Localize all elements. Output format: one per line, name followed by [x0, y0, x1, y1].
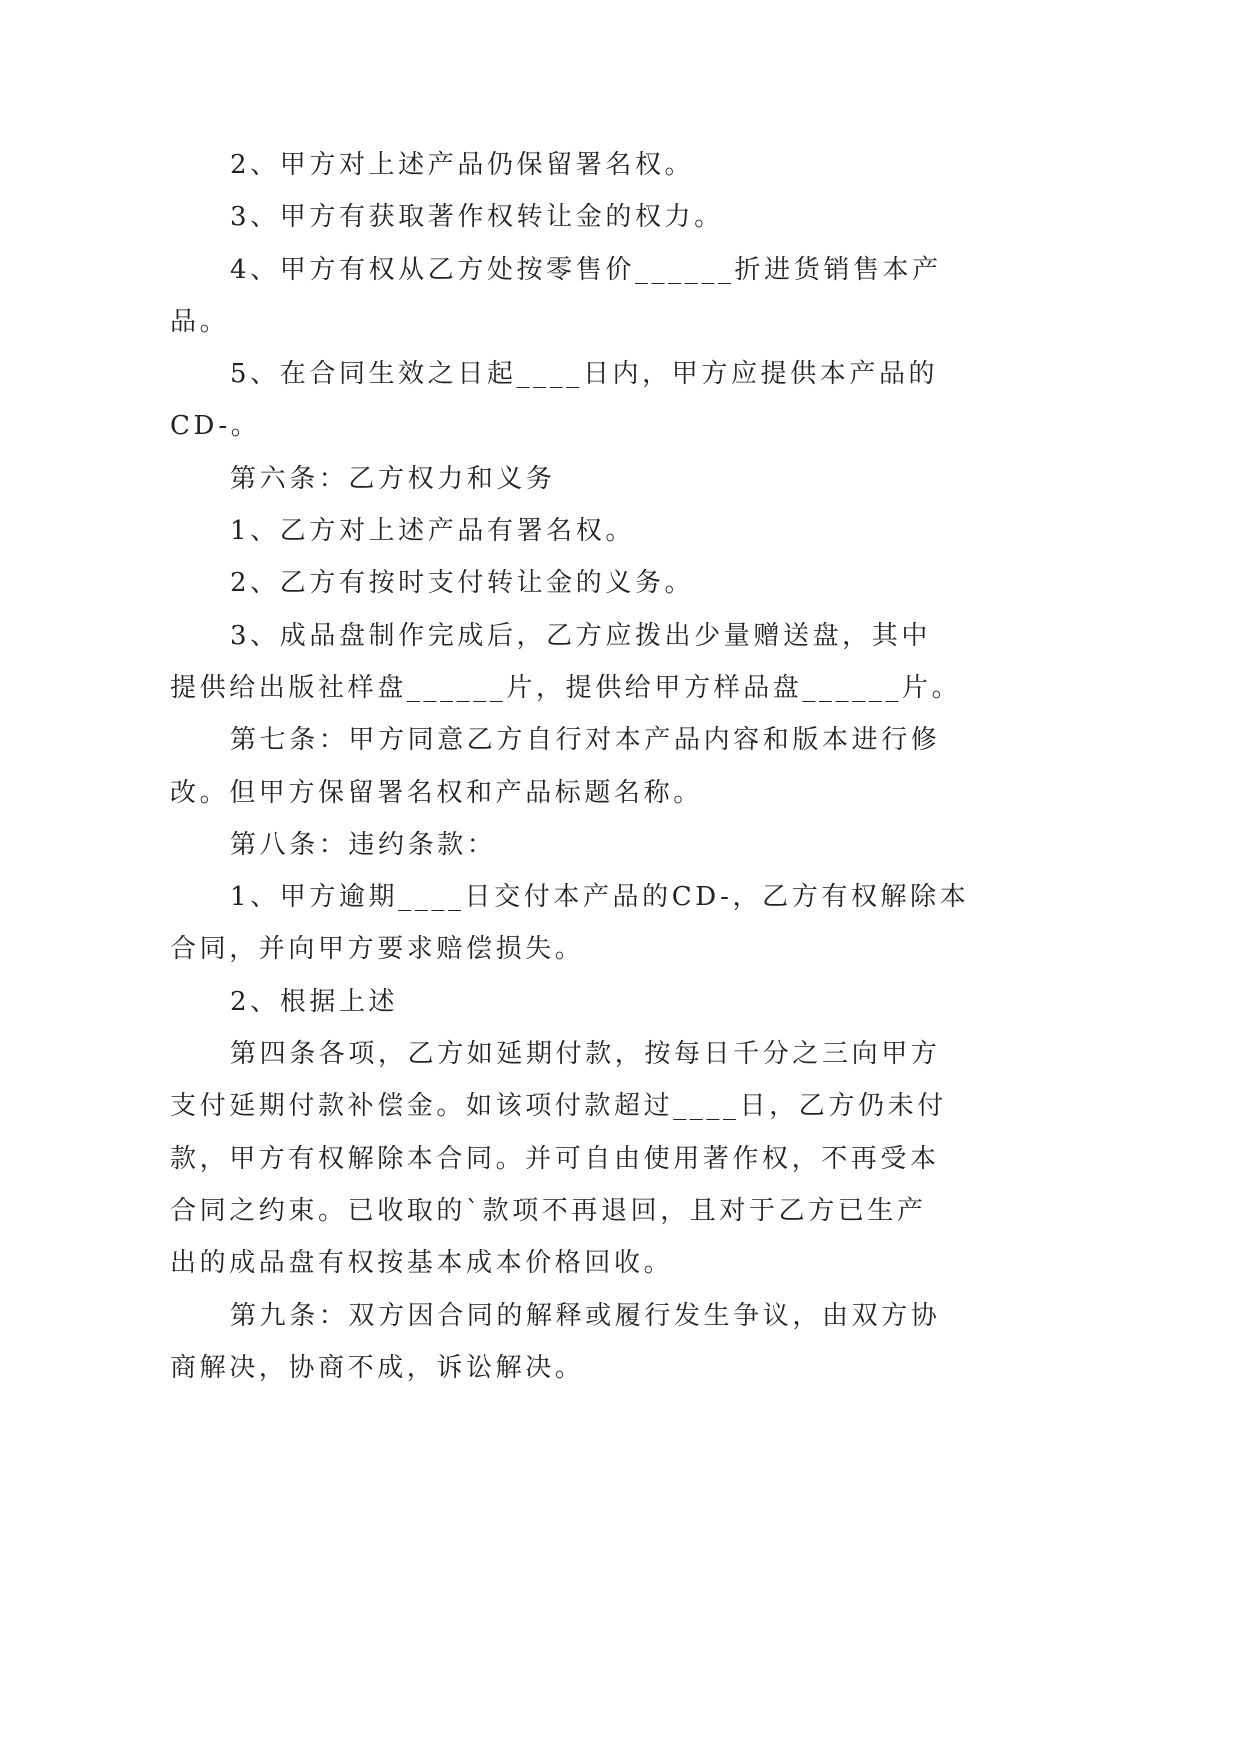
text-line: 3、成品盘制作完成后，乙方应拨出少量赠送盘，其中	[230, 620, 931, 651]
paragraph	[170, 348, 1070, 453]
paragraph	[170, 976, 1070, 1028]
text-line: 支付延期付款补偿金。如该项付款超过____日，乙方仍未付	[170, 1091, 947, 1122]
text-line: 款，甲方有权解除本合同。并可自由使用著作权，不再受本	[170, 1143, 940, 1174]
text-line: 第四条各项，乙方如延期付款，按每日千分之三向甲方	[230, 1039, 941, 1070]
text-line: 第六条：乙方权力和义务	[230, 463, 556, 494]
text-line: 第九条：双方因合同的解释或履行发生争议，由双方协	[230, 1300, 941, 1331]
text-line: 2、乙方有按时支付转让金的义务。	[230, 568, 695, 599]
paragraph	[170, 244, 1070, 349]
text-line: 2、甲方对上述产品仍保留署名权。	[230, 150, 695, 180]
text-line: 合同，并向甲方要求赔偿损失。	[170, 934, 585, 965]
text-line: 1、乙方对上述产品有署名权。	[230, 516, 635, 547]
text-line: 第七条：甲方同意乙方自行对本产品内容和版本进行修	[230, 725, 941, 756]
paragraph	[170, 610, 1070, 715]
document-body	[170, 139, 1070, 1394]
text-line: 品。	[170, 306, 230, 337]
paragraph	[170, 505, 1070, 557]
text-line: 5、在合同生效之日起____日内，甲方应提供本产品的	[230, 359, 939, 390]
section-heading	[170, 453, 1070, 505]
text-line: 合同之约束。已收取的`款项不再退回，且对于乙方已生产	[170, 1195, 927, 1226]
paragraph	[170, 714, 1070, 819]
paragraph	[170, 557, 1070, 609]
text-line: 商解决，协商不成，诉讼解决。	[170, 1352, 585, 1383]
text-line: 改。但甲方保留署名权和产品标题名称。	[170, 777, 703, 808]
paragraph	[170, 1290, 1070, 1395]
text-line: 出的成品盘有权按基本成本价格回收。	[170, 1248, 674, 1279]
text-line: 2、根据上述	[230, 986, 399, 1017]
text-line: 第八条：违约条款：	[230, 829, 497, 860]
text-line: 提供给出版社样盘______片，提供给甲方样品盘______片。	[170, 672, 962, 703]
paragraph	[170, 871, 1070, 976]
section-heading	[170, 819, 1070, 871]
text-line: 1、甲方逾期____日交付本产品的CD-，乙方有权解除本	[230, 882, 970, 913]
paragraph	[170, 191, 1070, 243]
text-line: 4、甲方有权从乙方处按零售价______折进货销售本产	[230, 254, 942, 285]
paragraph	[170, 139, 1070, 191]
paragraph	[170, 1028, 1070, 1289]
text-line: 3、甲方有获取著作权转让金的权力。	[230, 202, 724, 233]
text-line: CD-。	[170, 411, 261, 442]
